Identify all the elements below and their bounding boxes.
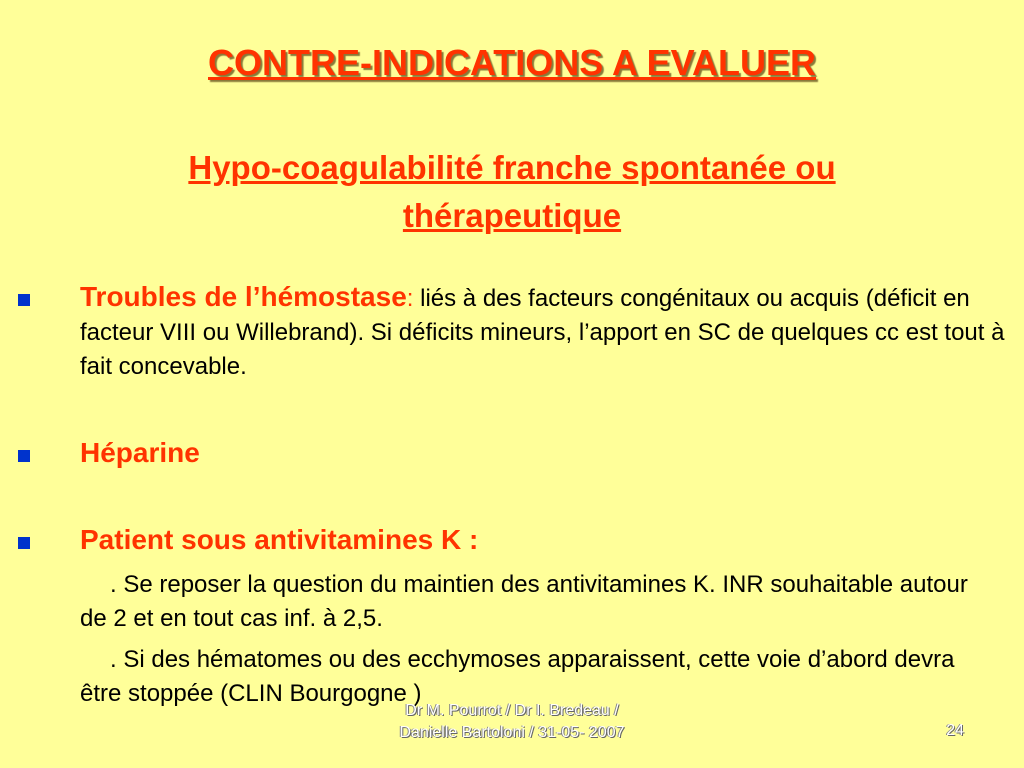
bullet-avk-text bbox=[80, 523, 1010, 559]
square-bullet-icon bbox=[18, 294, 30, 306]
subtitle-line-1: Hypo-coagulabilité franche spontanée ou bbox=[188, 149, 836, 186]
sub-paragraph-inr bbox=[80, 568, 980, 636]
slide-title: CONTRE-INDICATIONS A EVALUER bbox=[208, 42, 816, 83]
bullet-keyword: Patient sous antivitamines K : bbox=[80, 524, 479, 555]
footer-authors bbox=[340, 700, 684, 744]
sub-paragraph-hematomes-text: . Si des hématomes ou des ecchymoses apparaissent, cette voie d’abord devra être stoppée (CLIN Bourgogne ) bbox=[80, 646, 955, 707]
bullet-colon: : bbox=[406, 285, 414, 312]
square-bullet-icon bbox=[18, 450, 30, 462]
subtitle-line-2: thérapeutique bbox=[402, 197, 622, 234]
slide-subtitle bbox=[92, 144, 932, 240]
square-bullet-icon bbox=[18, 537, 30, 549]
footer-line-1: Dr M. Pourrot / Dr I. Bredeau / bbox=[405, 702, 619, 719]
bullet-hemostase-text bbox=[80, 280, 1010, 384]
bullet-body: liés à des facteurs congénitaux ou acquis (déficit en facteur VIII ou Willebrand). Si déficits mineurs, l’apport en SC de quelques cc est tout à fait concevable. bbox=[80, 285, 1005, 380]
footer-line-2: Danielle Bartoloni / 31-05- 2007 bbox=[399, 724, 625, 741]
sub-paragraph-inr-text: . Se reposer la question du maintien des antivitamines K. INR souhaitable autour de 2 et en tout cas inf. à 2,5. bbox=[80, 571, 968, 632]
bullet-keyword: Troubles de l’hémostase bbox=[80, 281, 407, 312]
bullet-heparine-text bbox=[80, 436, 1010, 472]
page-number: 24 bbox=[946, 722, 964, 739]
bullet-keyword: Héparine bbox=[80, 437, 200, 468]
